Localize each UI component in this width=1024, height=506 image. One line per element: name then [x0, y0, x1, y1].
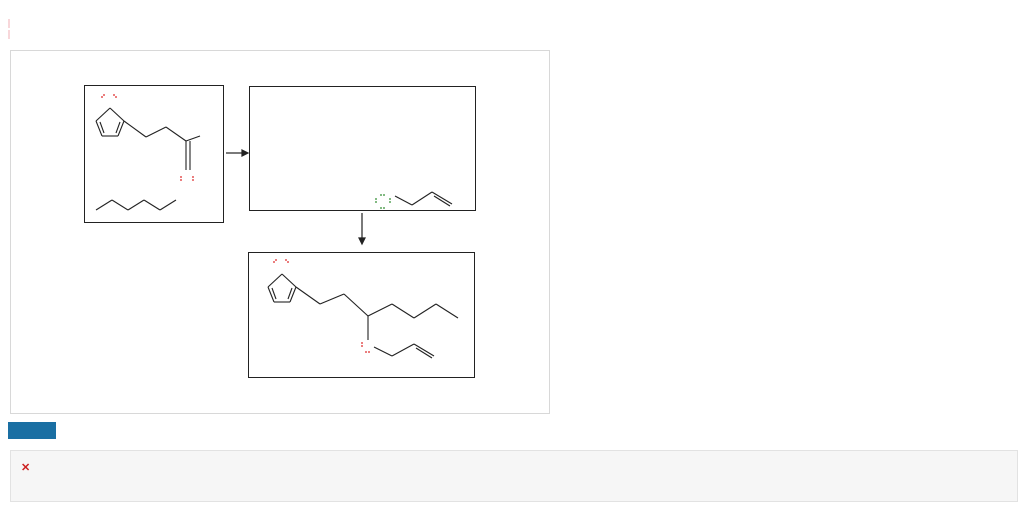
bond [160, 200, 176, 210]
error-icon: ✕ [21, 462, 31, 474]
lone-pair-dot [101, 96, 103, 98]
bond [414, 304, 436, 318]
bond [146, 127, 166, 137]
bond [96, 121, 102, 136]
lone-pair-dot [361, 342, 363, 344]
bond [344, 294, 368, 316]
lone-pair-dot [180, 179, 182, 181]
lone-pair-dot [361, 345, 363, 347]
bond [412, 192, 432, 205]
lone-pair-dot [365, 351, 367, 353]
lone-pair-dot [375, 201, 377, 203]
feedback-body [38, 474, 1008, 484]
bond [414, 344, 434, 356]
lone-pair-dot [389, 198, 391, 200]
bond [110, 108, 124, 121]
feedback-panel [10, 450, 1018, 502]
bond [374, 347, 392, 356]
lone-pair-dot [192, 176, 194, 178]
bond [392, 344, 414, 356]
bond [128, 200, 144, 210]
bond [186, 136, 200, 141]
lone-pair-dot [115, 96, 117, 98]
bond [96, 200, 112, 210]
bond [96, 108, 110, 121]
bond [144, 200, 160, 210]
bond [436, 304, 458, 318]
lone-pair-dot [287, 261, 289, 263]
lone-pair-dot [180, 176, 182, 178]
bond [392, 304, 414, 318]
bond [368, 304, 392, 316]
lone-pair-dot [380, 194, 382, 196]
lone-pair-dot [192, 179, 194, 181]
lone-pair-dot [273, 261, 275, 263]
lone-pair-dot [103, 94, 105, 96]
lone-pair-dot [275, 259, 277, 261]
arrowhead-right [242, 150, 248, 156]
bond [296, 287, 320, 304]
bond [282, 274, 296, 287]
bond [320, 294, 344, 304]
lone-pair-dot [380, 207, 382, 209]
arrowhead-down [359, 238, 365, 244]
bond [432, 192, 452, 204]
lone-pair-dot [383, 207, 385, 209]
bond [118, 121, 124, 136]
bond [268, 274, 282, 287]
lone-pair-dot [383, 194, 385, 196]
lone-pair-dot [389, 201, 391, 203]
bond [124, 121, 146, 137]
lone-pair-dot [375, 198, 377, 200]
bond [112, 200, 128, 210]
bond [268, 287, 274, 302]
submit-button[interactable] [8, 422, 56, 439]
bond [166, 127, 186, 141]
bond [290, 287, 296, 302]
lone-pair-dot [368, 351, 370, 353]
lone-pair-dot [113, 94, 115, 96]
lone-pair-dot [285, 259, 287, 261]
bond [395, 196, 412, 205]
